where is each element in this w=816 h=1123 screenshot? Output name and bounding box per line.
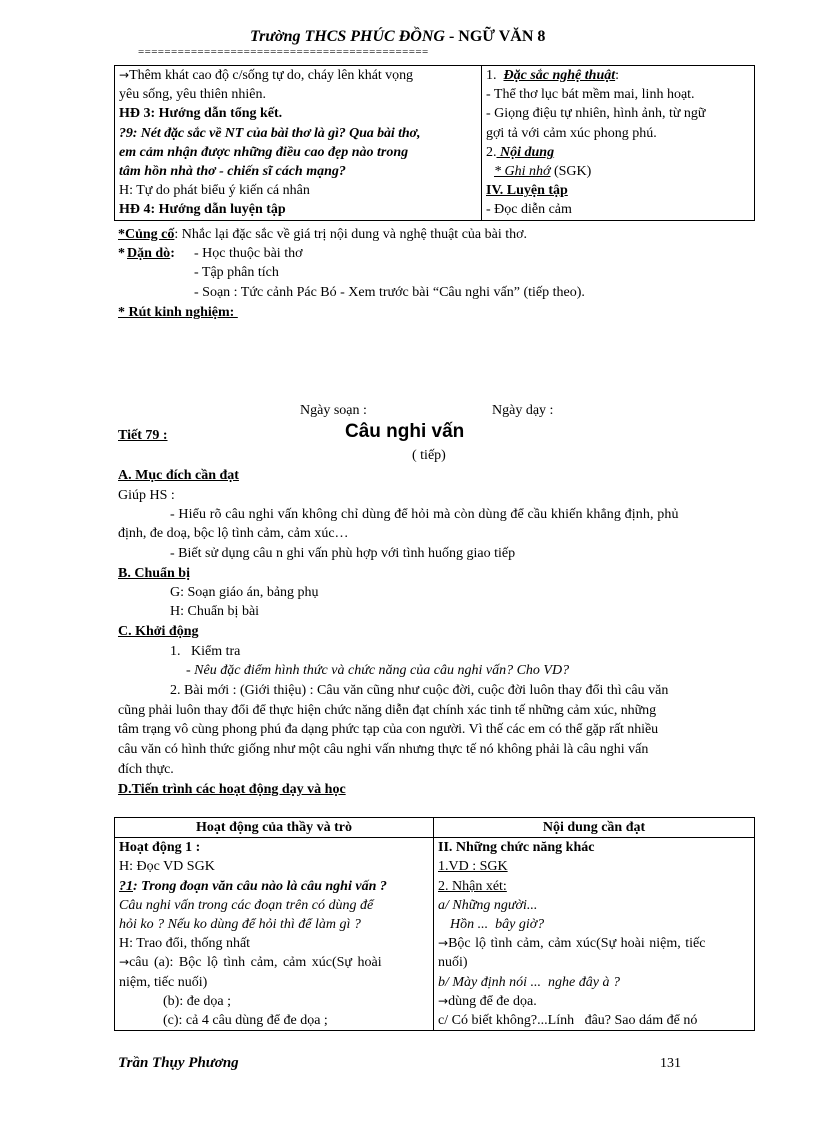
activity-left-line: Hoạt động 1 : — [119, 840, 201, 856]
ghi-nho-tail: (SGK) — [550, 164, 592, 180]
summary-right-cell — [482, 66, 755, 221]
activity-head-right: Nội dung cần đạt — [434, 818, 755, 838]
summary-left-line: HĐ 3: Hướng dẫn tổng kết. — [119, 106, 283, 122]
activity-right-line: II. Những chức năng khác — [438, 840, 595, 856]
activity-right-line — [438, 934, 750, 953]
item-number: 2. — [486, 144, 497, 160]
ngay-day: Ngày dạy : — [492, 403, 554, 418]
section-a-heading: A. Mục đích cần đạt — [118, 468, 239, 483]
practice-heading: IV. Luyện tập — [486, 183, 568, 199]
summary-left-line — [119, 66, 477, 85]
cung-co-label: *Củng cố — [118, 227, 175, 242]
dan-do-item: - Soạn : Tức cảnh Pác Bó - Xem trước bài “Câu nghi vấn” (tiếp theo). — [194, 285, 585, 300]
activity-left-line — [119, 953, 429, 972]
bai-moi-line: 2. Bài mới : (Giới thiệu) : Câu văn cũng như cuộc đời, cuộc đời luôn thay đổi thì câu văn — [170, 683, 669, 698]
colon: : — [615, 68, 620, 83]
arrow-icon: → — [438, 993, 449, 1008]
rut-kinh-nghiem: * Rút kinh nghiệm: — [118, 305, 238, 320]
question-9-line — [119, 124, 477, 143]
header-separator: - — [444, 28, 459, 45]
summary-left-line: H: Tự do phát biểu ý kiến cá nhân — [119, 183, 310, 199]
summary-right-line: - Giọng điệu tự nhiên, hình ảnh, từ ngữ — [486, 106, 706, 122]
section-b-h: H: Chuẩn bị bài — [170, 604, 260, 619]
activity-right-cell — [434, 838, 755, 1031]
school-name: Trường THCS PHÚC ĐỒNG — [250, 28, 445, 45]
activity-right-line — [438, 992, 750, 1011]
activity-table — [114, 817, 755, 1031]
summary-right-line: - Thể thơ lục bát mềm mai, linh hoạt. — [486, 87, 695, 103]
summary-left-line: tâm hồn nhà thơ - chiến sĩ cách mạng? — [119, 164, 346, 180]
activity-left-line: niệm, tiếc nuối) — [119, 974, 208, 990]
bai-moi-line: đích thực. — [118, 762, 174, 777]
section-b-g: G: Soạn giáo án, bảng phụ — [170, 585, 319, 600]
summary-table — [114, 65, 755, 221]
summary-left-line: yêu sống, yêu thiên nhiên. — [119, 87, 266, 103]
dan-do-line — [118, 244, 175, 263]
summary-right-line — [486, 162, 750, 181]
footer-author: Trần Thụy Phương — [118, 1055, 239, 1071]
activity-right-line: a/ Những người... — [438, 897, 538, 913]
section-a-p1: định, đe doạ, bộc lộ tình cảm, cảm xúc… — [118, 526, 349, 541]
activity-left-cell — [115, 838, 434, 1031]
dan-do-label: Dặn dò — [127, 246, 171, 261]
activity-left-text: câu (a): Bộc lộ tình cảm, cảm xúc(Sự hoài — [129, 955, 382, 971]
activity-left-line: (c): cả 4 câu dùng để đe dọa ; — [163, 1013, 328, 1029]
summary-right-line — [486, 66, 750, 85]
summary-left-line: em cảm nhận được những điều cao đẹp nào trong — [119, 144, 409, 160]
cung-co-text: : Nhắc lại đặc sắc về giá trị nội dung và nghệ thuật của bài thơ. — [174, 227, 528, 242]
dan-do-item: - Tập phân tích — [194, 265, 279, 280]
summary-left-text: Thêm khát cao độ c/sống tự do, cháy lên khát vọng — [129, 68, 413, 83]
page-number: 131 — [660, 1056, 681, 1071]
activity-head-left: Hoạt động của thầy và trò — [115, 818, 434, 838]
ghi-nho-label: * Ghi nhớ — [494, 164, 551, 180]
question-9-text: ?9: Nét đặc sắc về NT của bài thơ là gì? Qua bài thơ, — [119, 125, 421, 141]
kiem-tra: 1. Kiểm tra — [170, 644, 241, 659]
activity-right-line: c/ Có biết không?...Lính đâu? Sao dám để nó — [438, 1013, 698, 1029]
section-b-heading: B. Chuẩn bị — [118, 566, 190, 581]
activity-right-line: 2. Nhận xét: — [438, 878, 507, 894]
dan-do-colon: : — [170, 246, 175, 261]
summary-left-cell — [115, 66, 482, 221]
activity-left-line: H: Đọc VD SGK — [119, 859, 215, 875]
lesson-title: Câu nghi vấn — [345, 421, 465, 442]
arrow-icon: → — [438, 936, 449, 951]
summary-right-line: - Đọc diễn cảm — [486, 202, 572, 218]
header-rule: ============================================ — [138, 46, 429, 58]
summary-right-line: gợi tả với cảm xúc phong phú. — [486, 125, 657, 141]
activity-left-line: H: Trao đổi, thống nhất — [119, 936, 251, 952]
question-1-text: : Trong đoạn văn câu nào là câu nghi vấn ? — [133, 878, 387, 894]
section-a-intro: Giúp HS : — [118, 488, 175, 503]
question-1-label: ?1 — [119, 878, 133, 894]
question-1-line — [119, 877, 429, 896]
bai-moi-line: câu văn có hình thức giống như một câu nghi vấn nhưng thực tế nó không phải là câu nghi vấn — [118, 742, 649, 757]
section-c-heading: C. Khởi động — [118, 624, 199, 639]
arrow-icon: → — [119, 68, 130, 82]
summary-right-line — [486, 143, 750, 162]
dan-do-star: * — [118, 246, 125, 261]
activity-right-line: nuối) — [438, 955, 468, 971]
activity-left-line: (b): đe dọa ; — [163, 993, 232, 1009]
item-number: 1. — [486, 68, 500, 83]
section-a-p2: - Biết sử dụng câu n ghi vấn phù hợp với tình huống giao tiếp — [170, 546, 516, 561]
activity-right-line: 1.VD : SGK — [438, 859, 508, 875]
tiet-label: Tiết 79 : — [118, 428, 168, 443]
dan-do-item: - Học thuộc bài thơ — [194, 246, 303, 261]
bai-moi-line: tâm trạng vô cùng phong phú đa dạng phức tạp của con người. Vì thế các em có thể gặp rất nhiều — [118, 722, 659, 737]
activity-right-text: Bộc lộ tình cảm, cảm xúc(Sự hoài niệm, tiếc — [448, 936, 706, 952]
section-d-heading: D.Tiến trình các hoạt động dạy và học — [118, 782, 346, 797]
kiem-tra-question: - Nêu đặc điểm hình thức và chức năng của câu nghi vấn? Cho VD? — [186, 663, 570, 678]
bai-moi-line: cũng phải luôn thay đổi để thực hiện chức năng diễn đạt chính xác tinh tế những cảm xúc, những — [118, 703, 657, 718]
activity-right-line: b/ Mày định nói ... nghe đây à ? — [438, 974, 620, 990]
content-heading: Nội dung — [496, 144, 555, 160]
activity-right-line: Hồn ... bây giờ? — [450, 917, 545, 933]
subject-name: NGỮ VĂN 8 — [458, 28, 546, 45]
cung-co-line — [118, 225, 527, 244]
activity-left-line: hỏi ko ? Nếu ko dùng để hỏi thì để làm gì ? — [119, 917, 361, 933]
art-features-heading: Đặc sắc nghệ thuật — [503, 68, 616, 83]
arrow-icon: → — [119, 955, 130, 970]
summary-left-line: HĐ 4: Hướng dẫn luyện tập — [119, 202, 286, 218]
section-a-p1: - Hiểu rõ câu nghi vấn không chỉ dùng để hỏi mà còn dùng để cầu khiến khẳng định, phủ — [170, 507, 679, 522]
lesson-subtitle: ( tiếp) — [412, 448, 446, 463]
activity-right-text: dùng để đe dọa. — [448, 993, 537, 1009]
activity-left-line: Câu nghi vấn trong các đoạn trên có dùng để — [119, 897, 374, 913]
ngay-soan: Ngày soạn : — [300, 403, 367, 418]
